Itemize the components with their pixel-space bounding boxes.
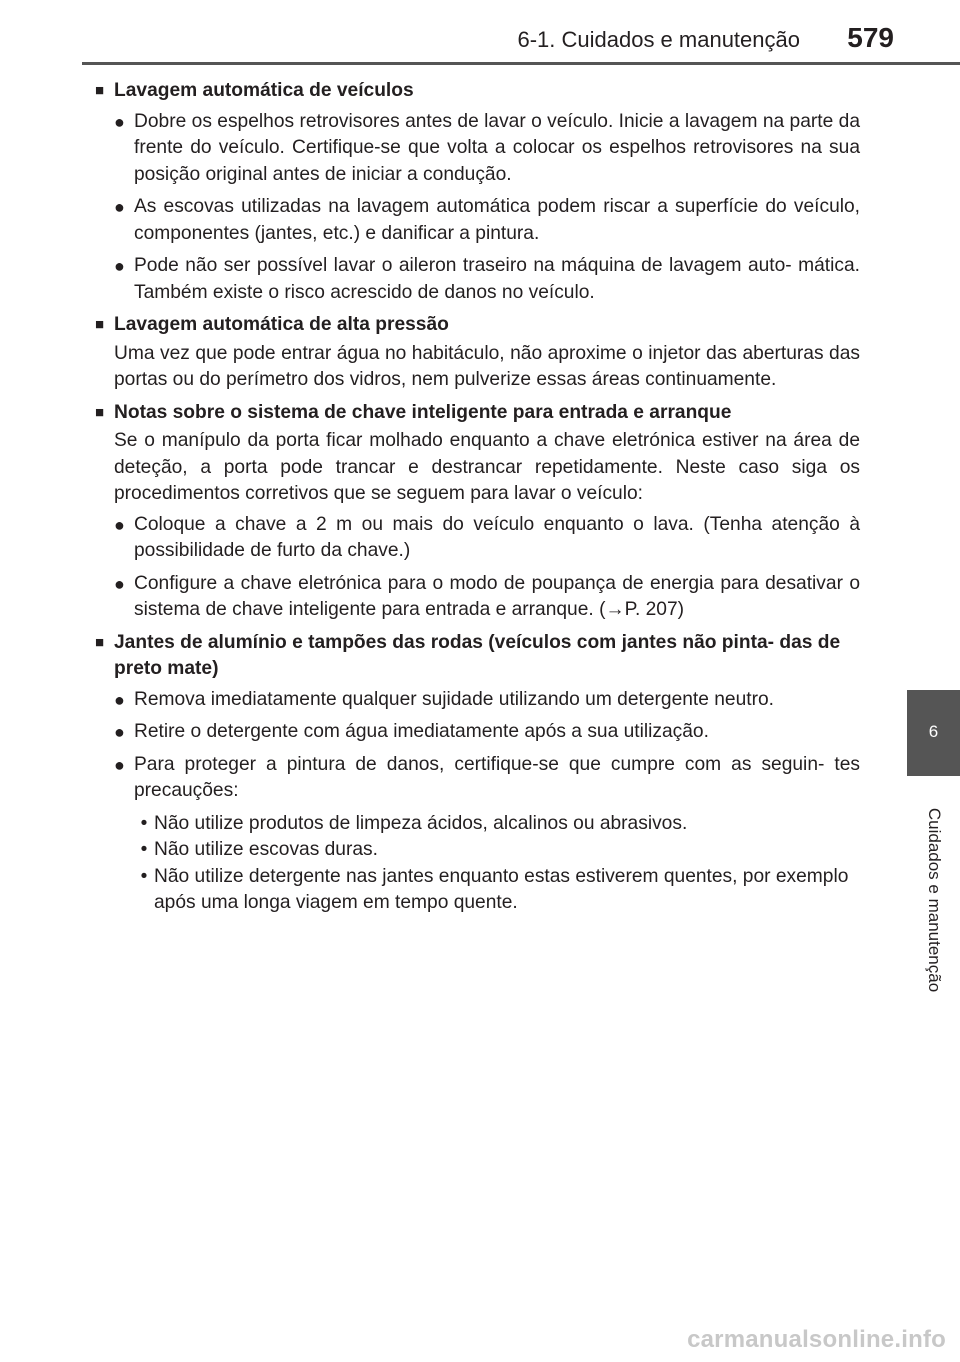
section-alloy-wheels (95, 630, 860, 917)
section-automatic-wash (95, 78, 860, 306)
page-content (95, 78, 860, 923)
sub-list-item: • Não utilize produtos de limpeza ácidos, alcalinos ou abrasivos. (134, 811, 860, 838)
circle-bullet-icon: ● (114, 197, 125, 217)
sub-list-item: • Não utilize detergente nas jantes enquanto estas estiverem quentes, por exemplo após uma longa viagem em tempo quente. (134, 864, 860, 917)
page-number: 579 (847, 22, 894, 53)
list-item: ● Configure a chave eletrónica para o modo de poupança de energia para desativar o sistema de chave inteligente para entrada e arranque. (→P. 207) (114, 572, 860, 620)
circle-bullet-icon: ● (114, 754, 125, 775)
list-item: ● Para proteger a pintura de danos, certifique-se que cumpre com as seguin- tes precauções: (114, 753, 860, 801)
circle-bullet-icon: ● (114, 573, 125, 594)
list-item: ● Remova imediatamente qualquer sujidade utilizando um detergente neutro. (114, 687, 860, 714)
header-rule (82, 62, 960, 65)
square-bullet-icon: ■ (95, 316, 105, 333)
square-bullet-icon: ■ (95, 633, 105, 651)
page-header (0, 0, 960, 66)
circle-bullet-icon: ● (114, 689, 125, 710)
list-item: ● Retire o detergente com água imediatamente após a sua utilização. (114, 719, 860, 746)
sub-list-item: • Não utilize escovas duras. (134, 837, 860, 864)
list-item: ● Pode não ser possível lavar o aileron traseiro na máquina de lavagem auto- mática. Também existe o risco acrescido de danos no veículo. (114, 255, 860, 303)
section-title: 6-1. Cuidados e manutenção (517, 27, 800, 52)
list-item: ● As escovas utilizadas na lavagem automática podem riscar a superfície do veículo, componentes (jantes, etc.) e danificar a pintura. (114, 196, 860, 244)
chapter-number: 6 (928, 722, 939, 741)
section-heading: ■ Lavagem automática de alta pressão (95, 312, 860, 339)
paragraph: Uma vez que pode entrar água no habitáculo, não aproxime o injetor das aberturas das portas ou do perímetro dos vidros, nem pulverize essas áreas continuamente. (114, 342, 860, 390)
chapter-label: Cuidados e manutenção (925, 807, 944, 993)
section-heading: ■ Jantes de alumínio e tampões das rodas (veículos com jantes não pinta- das de preto mate) (95, 631, 841, 679)
dot-bullet-icon: • (140, 865, 148, 887)
section-heading: ■ Lavagem automática de veículos (95, 78, 860, 105)
circle-bullet-icon: ● (114, 722, 125, 742)
list-item: ● Dobre os espelhos retrovisores antes de lavar o veículo. Inicie a lavagem na parte da frente do veículo. Certifique-se que volta a colocar os espelhos retrovisores na sua posição original antes de iniciar a condução. (114, 110, 860, 185)
section-smart-key-notes (95, 400, 860, 624)
paragraph: Se o manípulo da porta ficar molhado enquanto a chave eletrónica estiver na área de deteção, a porta pode trancar e destrancar repetidamente. Neste caso siga os procedimentos corretivos que se seguem para lavar o veículo: (114, 430, 860, 504)
square-bullet-icon: ■ (95, 82, 105, 99)
watermark: carmanualsonline.info (687, 1326, 946, 1353)
dot-bullet-icon: • (140, 812, 148, 834)
section-heading: ■ Notas sobre o sistema de chave inteligente para entrada e arranque (95, 400, 860, 427)
chapter-tab (907, 690, 960, 776)
section-high-pressure-wash (95, 312, 860, 394)
dot-bullet-icon: • (140, 839, 148, 860)
square-bullet-icon: ■ (95, 403, 105, 421)
circle-bullet-icon: ● (114, 256, 125, 276)
circle-bullet-icon: ● (114, 514, 125, 535)
list-item: ● Coloque a chave a 2 m ou mais do veículo enquanto o lava. (Tenha atenção à possibilidade de furto da chave.) (114, 513, 860, 561)
circle-bullet-icon: ● (114, 111, 125, 132)
